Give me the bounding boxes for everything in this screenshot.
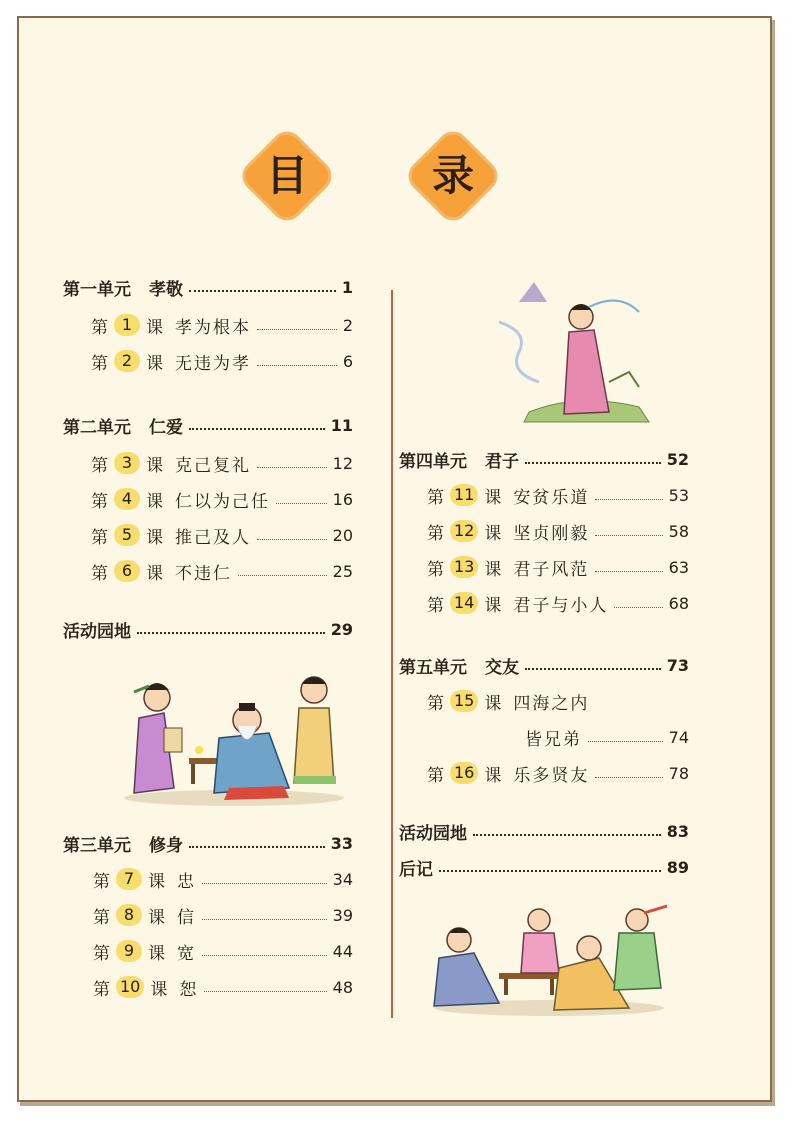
column-divider — [391, 290, 393, 1018]
leader-dots — [257, 329, 337, 330]
unit-label: 第四单元 — [399, 451, 467, 472]
page-number: 6 — [342, 351, 353, 371]
toc-afterword[interactable] — [399, 854, 689, 880]
page-number: 33 — [330, 833, 353, 853]
toc-lesson[interactable] — [93, 866, 353, 892]
lesson-number-badge: 3 — [114, 452, 140, 474]
leader-dots — [595, 571, 662, 572]
toc-lesson-continued[interactable] — [525, 724, 689, 750]
lesson-number-badge: 9 — [116, 940, 142, 962]
lesson-name: 四海之内 — [513, 693, 590, 714]
page-number: 12 — [332, 453, 353, 473]
page-number: 39 — [332, 905, 353, 925]
toc-lesson[interactable] — [427, 482, 689, 508]
page-number: 89 — [666, 857, 689, 877]
lesson-name: 克己复礼 — [175, 455, 251, 476]
lesson-number-badge: 16 — [450, 762, 478, 784]
lesson-prefix: 第 — [91, 527, 108, 548]
lesson-prefix: 第 — [91, 563, 108, 584]
page-number: 68 — [668, 593, 689, 613]
unit-name: 仁爱 — [149, 417, 183, 438]
unit-name: 君子 — [485, 451, 519, 472]
lesson-name: 忠 — [177, 871, 196, 892]
toc-lesson[interactable] — [427, 554, 689, 580]
toc-unit[interactable] — [63, 830, 353, 856]
lesson-name: 信 — [177, 907, 196, 928]
unit-label: 活动园地 — [63, 621, 131, 642]
title-char: 录 — [431, 151, 474, 200]
lesson-name: 宽 — [177, 943, 196, 964]
leader-dots — [202, 919, 327, 920]
lesson-suffix: 课 — [484, 595, 502, 616]
lesson-prefix: 第 — [93, 979, 110, 1000]
lesson-prefix: 第 — [93, 871, 110, 892]
lesson-suffix: 课 — [146, 527, 163, 548]
leader-dots — [189, 290, 336, 292]
unit-name: 孝敬 — [149, 279, 183, 300]
title-badge-lu — [403, 126, 503, 226]
title-char: 目 — [265, 151, 308, 200]
page-number: 20 — [332, 525, 353, 545]
lesson-name: 君子风范 — [513, 559, 590, 580]
toc-unit[interactable] — [399, 446, 689, 472]
page-number: 78 — [668, 763, 689, 783]
lesson-number-badge: 5 — [114, 524, 140, 546]
lesson-suffix: 课 — [484, 693, 502, 714]
lesson-suffix: 课 — [146, 563, 163, 584]
leader-dots — [202, 883, 327, 884]
scholar-on-hill-illustration — [489, 262, 669, 432]
lesson-number-badge: 14 — [450, 592, 478, 614]
lesson-name: 坚贞刚毅 — [513, 523, 590, 544]
page — [17, 16, 772, 1102]
lesson-prefix: 第 — [427, 559, 444, 580]
page-number: 16 — [332, 489, 353, 509]
lesson-name: 安贫乐道 — [513, 487, 590, 508]
page-number: 83 — [666, 821, 689, 841]
page-number: 34 — [332, 869, 353, 889]
lesson-prefix: 第 — [427, 523, 444, 544]
leader-dots — [525, 462, 661, 464]
leader-dots — [202, 955, 327, 956]
lesson-prefix: 第 — [91, 353, 108, 374]
page-number: 58 — [668, 521, 689, 541]
lesson-number-badge: 7 — [116, 868, 142, 890]
leader-dots — [204, 991, 326, 992]
lesson-name: 君子与小人 — [513, 595, 609, 616]
page-number: 25 — [332, 561, 353, 581]
lesson-suffix: 课 — [146, 455, 163, 476]
toc-lesson[interactable] — [91, 450, 353, 476]
toc-activity[interactable] — [63, 616, 353, 642]
page-number: 11 — [330, 415, 353, 435]
leader-dots — [238, 575, 327, 576]
unit-label: 活动园地 — [399, 823, 467, 844]
page-number: 44 — [332, 941, 353, 961]
toc-lesson[interactable] — [427, 688, 689, 714]
page-number: 1 — [341, 277, 353, 297]
leader-dots — [595, 499, 662, 500]
lesson-prefix: 第 — [427, 693, 444, 714]
teacher-and-students-illustration — [119, 658, 349, 808]
lesson-name: 无违为孝 — [175, 353, 251, 374]
lesson-prefix: 第 — [93, 907, 110, 928]
lesson-number-badge: 12 — [450, 520, 478, 542]
toc-lesson[interactable] — [93, 902, 353, 928]
leader-dots — [137, 632, 325, 634]
leader-dots — [473, 834, 661, 836]
title-badge-mu — [237, 126, 337, 226]
lesson-suffix: 课 — [484, 487, 502, 508]
friends-gathering-illustration — [429, 898, 669, 1018]
lesson-number-badge: 11 — [450, 484, 478, 506]
page-number: 52 — [666, 449, 689, 469]
toc-unit[interactable] — [63, 274, 353, 300]
lesson-prefix: 第 — [91, 491, 108, 512]
lesson-suffix: 课 — [146, 317, 163, 338]
unit-label: 第三单元 — [63, 835, 131, 856]
unit-name: 修身 — [149, 835, 183, 856]
toc-unit[interactable] — [63, 412, 353, 438]
toc-unit[interactable] — [399, 652, 689, 678]
lesson-prefix: 第 — [427, 487, 444, 508]
toc-lesson[interactable] — [427, 760, 689, 786]
unit-label: 第二单元 — [63, 417, 131, 438]
lesson-suffix: 课 — [484, 523, 502, 544]
toc-lesson[interactable] — [91, 522, 353, 548]
leader-dots — [257, 467, 327, 468]
lesson-suffix: 课 — [484, 765, 502, 786]
lesson-suffix: 课 — [150, 979, 168, 1000]
lesson-name: 皆兄弟 — [525, 729, 582, 750]
lesson-suffix: 课 — [146, 491, 163, 512]
leader-dots — [189, 428, 325, 430]
leader-dots — [276, 503, 327, 504]
leader-dots — [525, 668, 661, 670]
page-number: 48 — [332, 977, 353, 997]
toc-lesson[interactable] — [427, 590, 689, 616]
lesson-number-badge: 2 — [114, 350, 140, 372]
toc-lesson[interactable] — [91, 486, 353, 512]
lesson-prefix: 第 — [427, 765, 444, 786]
lesson-name: 乐多贤友 — [513, 765, 590, 786]
lesson-prefix: 第 — [427, 595, 444, 616]
page-number: 53 — [668, 485, 689, 505]
toc-lesson[interactable] — [91, 312, 353, 338]
lesson-name: 恕 — [179, 979, 199, 1000]
toc-lesson[interactable] — [427, 518, 689, 544]
page-number: 73 — [666, 655, 689, 675]
lesson-prefix: 第 — [91, 455, 108, 476]
lesson-name: 仁以为己任 — [175, 491, 270, 512]
leader-dots — [595, 777, 662, 778]
lesson-name: 不违仁 — [175, 563, 232, 584]
lesson-suffix: 课 — [148, 943, 165, 964]
page-number: 63 — [668, 557, 689, 577]
leader-dots — [588, 741, 663, 742]
leader-dots — [614, 607, 662, 608]
lesson-number-badge: 15 — [450, 690, 478, 712]
leader-dots — [595, 535, 662, 536]
leader-dots — [257, 365, 337, 366]
lesson-suffix: 课 — [148, 907, 165, 928]
lesson-prefix: 第 — [93, 943, 110, 964]
lesson-name: 孝为根本 — [175, 317, 251, 338]
toc-lesson[interactable] — [91, 558, 353, 584]
toc-lesson[interactable] — [91, 348, 353, 374]
unit-label: 第一单元 — [63, 279, 131, 300]
lesson-prefix: 第 — [91, 317, 108, 338]
toc-lesson[interactable] — [93, 938, 353, 964]
unit-label: 后记 — [399, 859, 433, 880]
lesson-suffix: 课 — [148, 871, 165, 892]
lesson-number-badge: 13 — [450, 556, 478, 578]
lesson-number-badge: 8 — [116, 904, 142, 926]
lesson-number-badge: 10 — [116, 976, 144, 998]
lesson-suffix: 课 — [146, 353, 163, 374]
leader-dots — [257, 539, 327, 540]
lesson-number-badge: 1 — [114, 314, 140, 336]
toc-activity[interactable] — [399, 818, 689, 844]
page-number: 29 — [330, 619, 353, 639]
leader-dots — [439, 870, 661, 872]
leader-dots — [189, 846, 325, 848]
toc-lesson[interactable] — [93, 974, 353, 1000]
lesson-number-badge: 6 — [114, 560, 140, 582]
unit-label: 第五单元 — [399, 657, 467, 678]
lesson-number-badge: 4 — [114, 488, 140, 510]
lesson-suffix: 课 — [484, 559, 502, 580]
page-number: 2 — [342, 315, 353, 335]
lesson-name: 推己及人 — [175, 527, 251, 548]
unit-name: 交友 — [485, 657, 519, 678]
page-number: 74 — [668, 727, 689, 747]
